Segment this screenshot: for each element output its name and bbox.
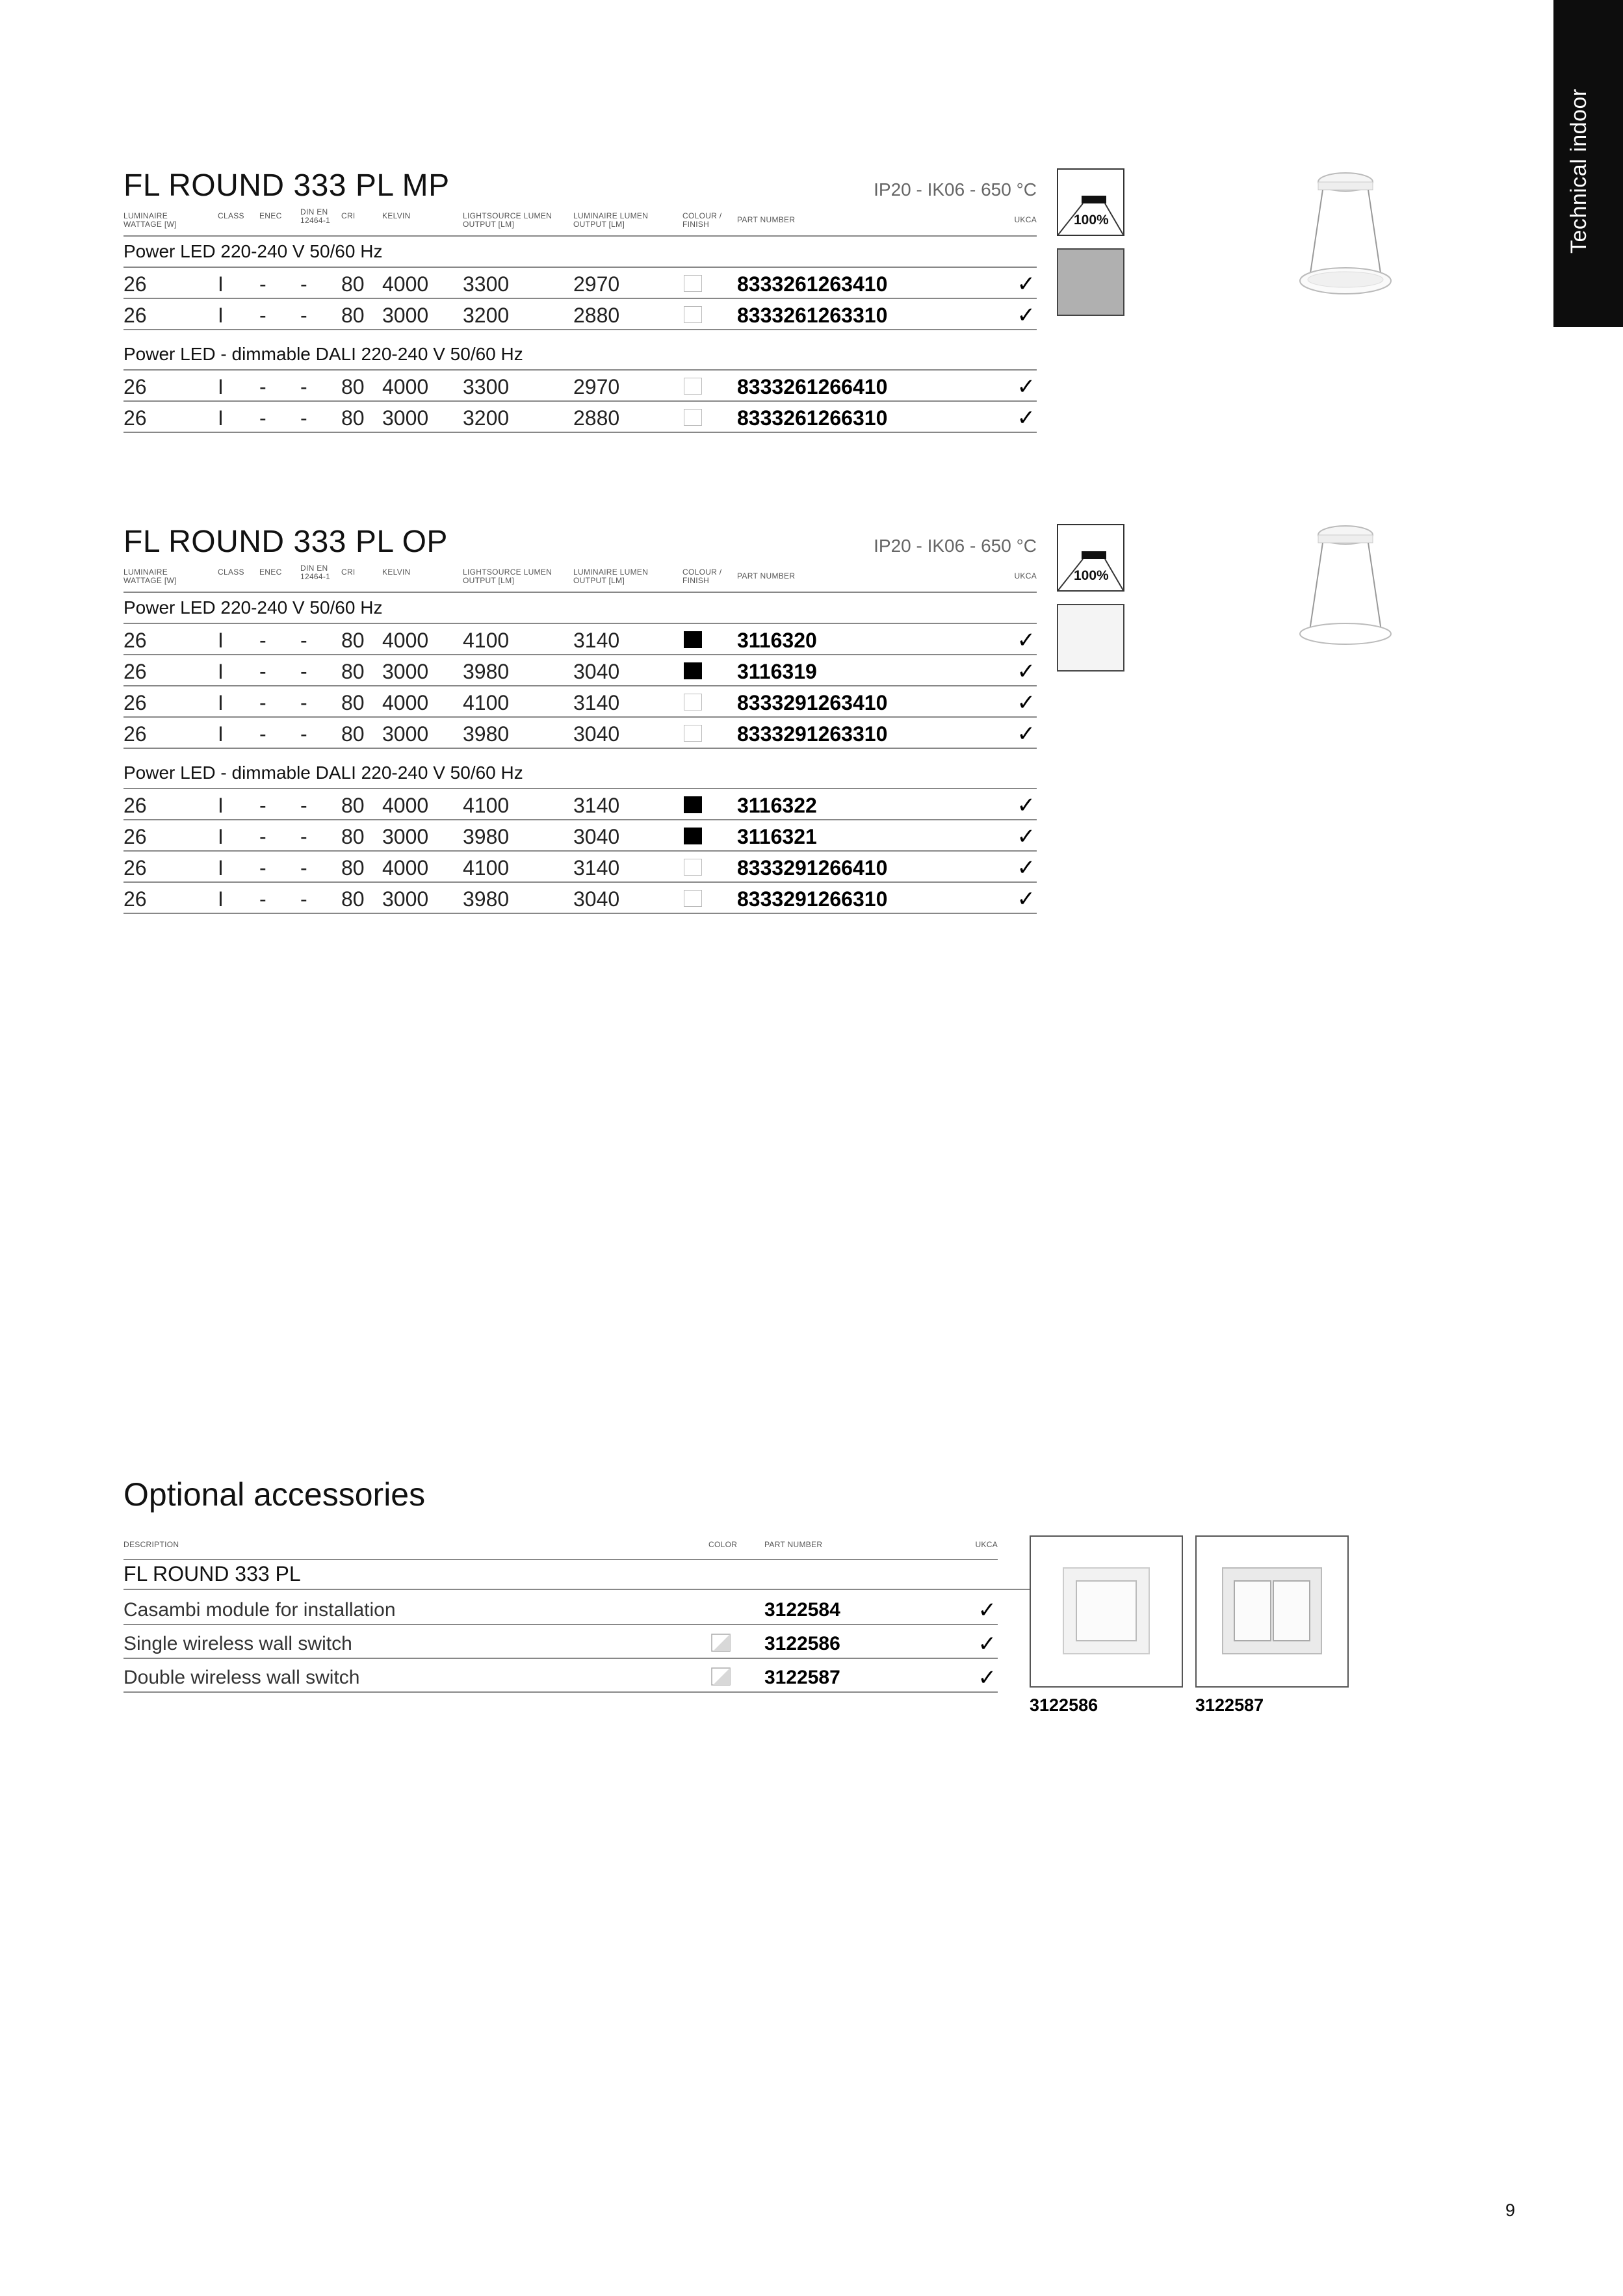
cell-din: - [300, 660, 307, 683]
finish-white-icon [684, 859, 702, 876]
cell-lum: 3140 [573, 856, 620, 880]
cell-din: - [300, 722, 307, 746]
cell-w: 26 [123, 304, 147, 327]
cell-cls: I [218, 691, 224, 714]
cell-ls: 3200 [463, 304, 510, 327]
finish-black-icon [684, 828, 702, 844]
cell-cri: 80 [341, 272, 365, 296]
cell-enec: - [259, 794, 266, 817]
accessory-row [123, 1594, 998, 1625]
cell-cri: 80 [341, 691, 365, 714]
part-number: 8333291263310 [737, 722, 888, 746]
part-number: 3116321 [737, 825, 817, 848]
cell-cls: I [218, 722, 224, 746]
cell-w: 26 [123, 406, 147, 430]
part-number: 8333291266410 [737, 856, 888, 880]
ukca-check-icon: ✓ [1017, 887, 1035, 911]
cell-lum: 2970 [573, 272, 620, 296]
cell-cls: I [218, 887, 224, 911]
col-kelvin: KELVIN [382, 567, 411, 577]
white-finish-icon [711, 1667, 731, 1686]
part-number: 8333261266310 [737, 406, 888, 430]
col-class: CLASS [218, 567, 244, 577]
cell-w: 26 [123, 375, 147, 398]
accessory-description: Casambi module for installation [123, 1599, 396, 1621]
cell-din: - [300, 375, 307, 398]
ukca-check-icon: ✓ [1017, 659, 1035, 684]
cell-k: 3000 [382, 406, 429, 430]
pendant-luminaire-image [1297, 523, 1394, 653]
col-part: PART NUMBER [764, 1540, 823, 1549]
col-enec: ENEC [259, 211, 282, 220]
col-lum-lumen: LUMINAIRE LUMEN OUTPUT [LM] [573, 211, 649, 229]
product-block [123, 168, 1037, 447]
part-number: 8333291266310 [737, 887, 888, 911]
col-din: DIN EN 12464-1 [300, 207, 331, 225]
finish-white-icon [684, 890, 702, 907]
ukca-check-icon: ✓ [1017, 690, 1035, 715]
cell-lum: 2880 [573, 406, 620, 430]
pendant-luminaire-image [1297, 170, 1394, 300]
finish-swatch [1057, 248, 1124, 316]
page-number: 9 [1505, 2200, 1516, 2220]
col-description: DESCRIPTION [123, 1540, 179, 1549]
cell-k: 3000 [382, 304, 429, 327]
cell-cri: 80 [341, 722, 365, 746]
table-row [123, 883, 1037, 914]
cell-din: - [300, 406, 307, 430]
cell-cri: 80 [341, 825, 365, 848]
part-number: 8333291263410 [737, 691, 888, 714]
col-din: DIN EN 12464-1 [300, 564, 331, 581]
cell-ls: 3980 [463, 825, 510, 848]
cell-din: - [300, 856, 307, 880]
white-finish-icon [711, 1634, 731, 1652]
cell-lum: 3040 [573, 887, 620, 911]
table-row [123, 852, 1037, 883]
accessory-caption: 3122586 [1030, 1695, 1098, 1715]
ukca-check-icon: ✓ [1017, 722, 1035, 746]
beam-label: 100% [1074, 568, 1109, 583]
accessories-group-label: FL ROUND 333 PL [123, 1559, 1037, 1590]
col-part: PART NUMBER [737, 571, 796, 581]
product-title: FL ROUND 333 PL MP [123, 168, 450, 203]
cell-w: 26 [123, 887, 147, 911]
section-tab [1553, 0, 1623, 327]
table-row [123, 402, 1037, 433]
finish-black-icon [684, 662, 702, 679]
col-lum-lumen: LUMINAIRE LUMEN OUTPUT [LM] [573, 567, 649, 585]
part-number: 3122584 [764, 1599, 840, 1621]
cell-ls: 4100 [463, 794, 510, 817]
cell-enec: - [259, 887, 266, 911]
table-header [123, 209, 1037, 237]
cell-enec: - [259, 660, 266, 683]
cell-cri: 80 [341, 406, 365, 430]
cell-ls: 3980 [463, 722, 510, 746]
cell-cls: I [218, 272, 224, 296]
group-label: Power LED - dimmable DALI 220-240 V 50/60 Hz [123, 758, 1037, 789]
cell-cls: I [218, 825, 224, 848]
cell-cls: I [218, 660, 224, 683]
cell-k: 4000 [382, 629, 429, 652]
cell-k: 4000 [382, 794, 429, 817]
product-rating: IP20 - IK06 - 650 °C [874, 536, 1037, 556]
cell-enec: - [259, 629, 266, 652]
finish-white-icon [684, 725, 702, 742]
ukca-check-icon: ✓ [978, 1665, 996, 1690]
group-label: Power LED 220-240 V 50/60 Hz [123, 593, 1037, 624]
cell-ls: 4100 [463, 691, 510, 714]
group-label: Power LED - dimmable DALI 220-240 V 50/60 Hz [123, 339, 1037, 371]
cell-cri: 80 [341, 887, 365, 911]
finish-white-icon [684, 275, 702, 292]
ukca-check-icon: ✓ [1017, 793, 1035, 818]
part-number: 8333261263410 [737, 272, 888, 296]
cell-k: 3000 [382, 825, 429, 848]
cell-w: 26 [123, 272, 147, 296]
table-row [123, 718, 1037, 749]
cell-ls: 3300 [463, 272, 510, 296]
part-number: 3116320 [737, 629, 817, 652]
accessory-description: Single wireless wall switch [123, 1633, 352, 1654]
table-row [123, 789, 1037, 820]
accessories-header [123, 1535, 998, 1560]
table-row [123, 820, 1037, 852]
cell-ls: 4100 [463, 856, 510, 880]
cell-ls: 4100 [463, 629, 510, 652]
lamp-bar [1082, 196, 1106, 203]
finish-black-icon [684, 631, 702, 648]
table-header [123, 566, 1037, 593]
cell-cri: 80 [341, 304, 365, 327]
cell-lum: 2880 [573, 304, 620, 327]
ukca-check-icon: ✓ [1017, 303, 1035, 328]
col-kelvin: KELVIN [382, 211, 411, 220]
cell-w: 26 [123, 691, 147, 714]
cell-cri: 80 [341, 629, 365, 652]
cell-k: 3000 [382, 887, 429, 911]
col-class: CLASS [218, 211, 244, 220]
cell-enec: - [259, 304, 266, 327]
finish-black-icon [684, 796, 702, 813]
cell-lum: 3140 [573, 794, 620, 817]
part-number: 3122586 [764, 1633, 840, 1654]
ukca-check-icon: ✓ [1017, 272, 1035, 296]
cell-enec: - [259, 825, 266, 848]
cell-lum: 3140 [573, 691, 620, 714]
cell-cls: I [218, 406, 224, 430]
accessory-image [1030, 1535, 1183, 1688]
beam-angle-icon [1057, 168, 1124, 236]
single-wall-switch-icon [1031, 1537, 1182, 1686]
cell-lum: 3040 [573, 660, 620, 683]
cell-lum: 3040 [573, 825, 620, 848]
cell-cls: I [218, 375, 224, 398]
cell-cls: I [218, 629, 224, 652]
accessories-title: Optional accessories [123, 1476, 426, 1513]
col-ls-lumen: LIGHTSOURCE LUMEN OUTPUT [LM] [463, 567, 552, 585]
ukca-check-icon: ✓ [1017, 406, 1035, 430]
cell-enec: - [259, 856, 266, 880]
cell-lum: 2970 [573, 375, 620, 398]
product-block [123, 524, 1037, 933]
table-row [123, 371, 1037, 402]
part-number: 8333261263310 [737, 304, 888, 327]
cell-din: - [300, 629, 307, 652]
cell-ls: 3980 [463, 660, 510, 683]
cell-cri: 80 [341, 375, 365, 398]
finish-white-icon [684, 409, 702, 426]
cell-k: 4000 [382, 272, 429, 296]
cell-din: - [300, 794, 307, 817]
product-title: FL ROUND 333 PL OP [123, 525, 448, 559]
col-ls-lumen: LIGHTSOURCE LUMEN OUTPUT [LM] [463, 211, 552, 229]
part-number: 8333261266410 [737, 375, 888, 398]
section-tab-label: Technical indoor [1566, 88, 1591, 254]
ukca-check-icon: ✓ [1017, 824, 1035, 849]
cell-cri: 80 [341, 794, 365, 817]
cell-ls: 3200 [463, 406, 510, 430]
accessory-image [1195, 1535, 1349, 1688]
col-ukca: UKCA [975, 1540, 998, 1549]
accessory-caption: 3122587 [1195, 1695, 1264, 1715]
cell-ls: 3300 [463, 375, 510, 398]
ukca-check-icon: ✓ [978, 1598, 996, 1623]
finish-swatch [1057, 604, 1124, 672]
cell-enec: - [259, 691, 266, 714]
part-number: 3116319 [737, 660, 817, 683]
accessory-row [123, 1662, 998, 1693]
col-enec: ENEC [259, 567, 282, 577]
cell-din: - [300, 304, 307, 327]
cell-w: 26 [123, 629, 147, 652]
beam-angle-icon [1057, 524, 1124, 592]
col-wattage: LUMINAIRE WATTAGE [W] [123, 211, 177, 229]
ukca-check-icon: ✓ [1017, 628, 1035, 653]
finish-white-icon [684, 694, 702, 711]
cell-w: 26 [123, 660, 147, 683]
cell-w: 26 [123, 794, 147, 817]
part-number: 3116322 [737, 794, 817, 817]
cell-din: - [300, 691, 307, 714]
cell-lum: 3140 [573, 629, 620, 652]
accessory-row [123, 1628, 998, 1659]
col-colour: COLOUR / FINISH [682, 211, 722, 229]
table-row [123, 268, 1037, 299]
col-cri: CRI [341, 211, 356, 220]
ukca-check-icon: ✓ [978, 1632, 996, 1656]
cell-cls: I [218, 794, 224, 817]
cell-enec: - [259, 406, 266, 430]
col-colour: COLOUR / FINISH [682, 567, 722, 585]
finish-white-icon [684, 378, 702, 395]
cell-k: 4000 [382, 856, 429, 880]
accessory-description: Double wireless wall switch [123, 1667, 360, 1688]
col-cri: CRI [341, 567, 356, 577]
beam-label: 100% [1074, 213, 1109, 228]
col-ukca: UKCA [1014, 571, 1037, 581]
cell-cls: I [218, 856, 224, 880]
ukca-check-icon: ✓ [1017, 374, 1035, 399]
cell-k: 3000 [382, 722, 429, 746]
table-row [123, 624, 1037, 655]
lamp-bar [1082, 551, 1106, 559]
ukca-check-icon: ✓ [1017, 855, 1035, 880]
cell-din: - [300, 887, 307, 911]
cell-ls: 3980 [463, 887, 510, 911]
cell-enec: - [259, 375, 266, 398]
cell-k: 4000 [382, 375, 429, 398]
cell-cri: 80 [341, 660, 365, 683]
cell-k: 3000 [382, 660, 429, 683]
product-rating: IP20 - IK06 - 650 °C [874, 179, 1037, 200]
table-row [123, 299, 1037, 330]
col-wattage: LUMINAIRE WATTAGE [W] [123, 567, 177, 585]
cell-din: - [300, 825, 307, 848]
col-part: PART NUMBER [737, 215, 796, 224]
table-row [123, 655, 1037, 686]
cell-cri: 80 [341, 856, 365, 880]
cell-w: 26 [123, 825, 147, 848]
cell-din: - [300, 272, 307, 296]
finish-white-icon [684, 306, 702, 323]
cell-k: 4000 [382, 691, 429, 714]
cell-w: 26 [123, 722, 147, 746]
col-ukca: UKCA [1014, 215, 1037, 224]
cell-w: 26 [123, 856, 147, 880]
table-row [123, 686, 1037, 718]
group-label: Power LED 220-240 V 50/60 Hz [123, 237, 1037, 268]
col-color: COLOR [708, 1540, 738, 1549]
cell-lum: 3040 [573, 722, 620, 746]
double-wall-switch-icon [1197, 1537, 1347, 1686]
cell-enec: - [259, 272, 266, 296]
part-number: 3122587 [764, 1667, 840, 1688]
cell-enec: - [259, 722, 266, 746]
cell-cls: I [218, 304, 224, 327]
